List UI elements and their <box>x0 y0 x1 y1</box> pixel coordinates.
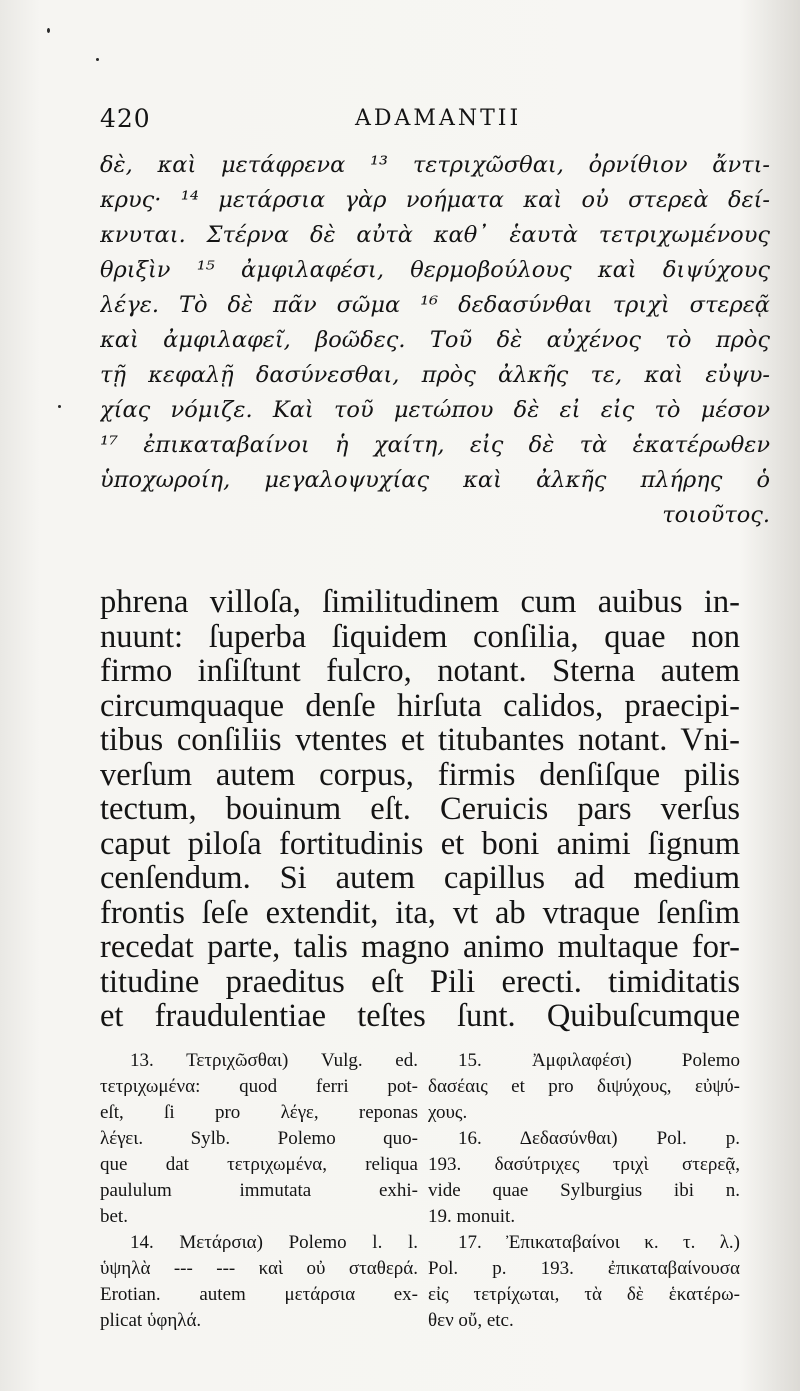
footnote-line: 15. Ἀμφιλαφέσι) Polemo <box>458 1050 740 1071</box>
greek-line: καὶ ἀμφιλαφεῖ, βοῶδες. Τοῦ δὲ αὐχένος τὸ πρὸς <box>100 327 770 353</box>
footnote-line: εἰς τετρίχωται, τὰ δὲ ἑκατέρω- <box>428 1284 740 1305</box>
footnote-line: 14. Μετάρσια) Polemo l. l. <box>130 1232 418 1253</box>
ink-speck <box>96 58 99 61</box>
footnotes-left-column <box>100 1048 418 1334</box>
footnote-line: 17. Ἐπικαταβαίνοι κ. τ. λ.) <box>458 1232 740 1253</box>
latin-line: recedat parte, talis magno animo multaque for- <box>100 929 740 965</box>
latin-line: phrena villoſa, ſimilitudinem cum auibus in- <box>100 584 740 620</box>
footnote-line: λέγει. Sylb. Polemo quo- <box>100 1128 418 1149</box>
greek-line: τῇ κεφαλῇ δασύνεσθαι, πρὸς ἀλκῆς τε, καὶ εὐψυ- <box>100 362 770 388</box>
footnote-line: vide quae Sylburgius ibi n. <box>428 1180 740 1201</box>
footnote-line: 19. monuit. <box>428 1206 516 1227</box>
footnote-line: ὑψηλὰ --- --- καὶ οὐ σταθερά. <box>100 1258 418 1279</box>
footnote-line: 16. Δεδασύνθαι) Pol. p. <box>458 1128 740 1149</box>
greek-line: τοιοῦτος. <box>662 502 770 528</box>
greek-line: ¹⁷ ἐπικαταβαίνοι ἡ χαίτη, εἰς δὲ τὰ ἑκατέρωθεν <box>100 432 770 458</box>
footnote-line: plicat ὑφηλά. <box>100 1310 202 1331</box>
greek-line: κνυται. Στέρνα δὲ αὐτὰ καθ᾽ ἑαυτὰ τετριχωμένους <box>100 222 770 248</box>
latin-line: circumquaque denſe hirſuta calidos, praecipi- <box>100 687 740 724</box>
footnote-line: 13. Τετριχῶσθαι) Vulg. ed. <box>130 1050 418 1071</box>
page-number: 420 <box>100 104 151 133</box>
latin-line: tibus conſiliis vtentes et titubantes notant. Vni- <box>100 722 740 758</box>
footnote-line: τετριχωμένα: quod ferri pot- <box>100 1076 418 1097</box>
latin-line: firmo inſiſtunt fulcro, notant. Sterna autem <box>100 653 740 689</box>
ink-speck <box>47 28 50 33</box>
greek-line: θριξὶν ¹⁵ ἀμφιλαφέσι, θερμοβούλους καὶ διψύχους <box>100 257 770 283</box>
latin-line: frontis ſeſe extendit, ita, vt ab vtraque ſenſim <box>100 894 740 931</box>
latin-line: et fraudulentiae teſtes ſunt. Quibuſcumque <box>100 998 740 1034</box>
latin-line: nuunt: ſuperba ſiquidem conſilia, quae non <box>100 618 740 655</box>
footnote-line: bet. <box>100 1206 128 1227</box>
footnote-line: δασέαις et pro διψύχους, εὐψύ- <box>428 1076 740 1097</box>
footnote-line: que dat τετριχωμένα, reliqua <box>100 1154 418 1175</box>
footnote-line: χους. <box>428 1102 468 1123</box>
ink-speck <box>58 405 61 408</box>
footnotes-right-column <box>428 1048 740 1334</box>
latin-line: caput piloſa fortitudinis et boni animi ſignum <box>100 825 740 862</box>
latin-line: verſum autem corpus, firmis denſiſque pilis <box>100 756 740 793</box>
greek-line: λέγε. Τὸ δὲ πᾶν σῶμα ¹⁶ δεδασύνθαι τριχὶ στερεᾷ <box>100 292 770 318</box>
latin-line: cenſendum. Si autem capillus ad medium <box>100 860 740 896</box>
latin-translation-block <box>100 585 740 1034</box>
latin-line: tectum, bouinum eſt. Ceruicis pars verſus <box>100 791 740 827</box>
greek-line: δὲ, καὶ μετάφρενα ¹³ τετριχῶσθαι, ὀρνίθιον ἄντι- <box>100 152 770 178</box>
greek-line: ὑποχωροίη, μεγαλοψυχίας καὶ ἀλκῆς πλήρης ὁ <box>100 467 770 493</box>
greek-text-block <box>100 148 770 533</box>
running-title: ADAMANTII <box>355 106 522 131</box>
greek-line: κρυς· ¹⁴ μετάρσια γὰρ νοήματα καὶ οὐ στερεὰ δεί- <box>100 187 770 213</box>
footnote-line: 193. δασύτριχες τριχὶ στερεᾷ, <box>428 1154 740 1175</box>
footnote-line: Pol. p. 193. ἐπικαταβαίνουσα <box>428 1258 740 1279</box>
footnote-line: eſt, ſi pro λέγε, reponas <box>100 1102 418 1123</box>
footnote-line: θεν οὔ, etc. <box>428 1310 514 1331</box>
latin-line: titudine praeditus eſt Pili erecti. timiditatis <box>100 963 740 1000</box>
footnote-line: Erotian. autem μετάρσια ex- <box>100 1284 418 1305</box>
running-head <box>100 104 760 144</box>
greek-line: χίας νόμιζε. Καὶ τοῦ μετώπου δὲ εἰ εἰς τὸ μέσον <box>100 397 770 423</box>
footnote-line: paululum immutata exhi- <box>100 1180 418 1201</box>
